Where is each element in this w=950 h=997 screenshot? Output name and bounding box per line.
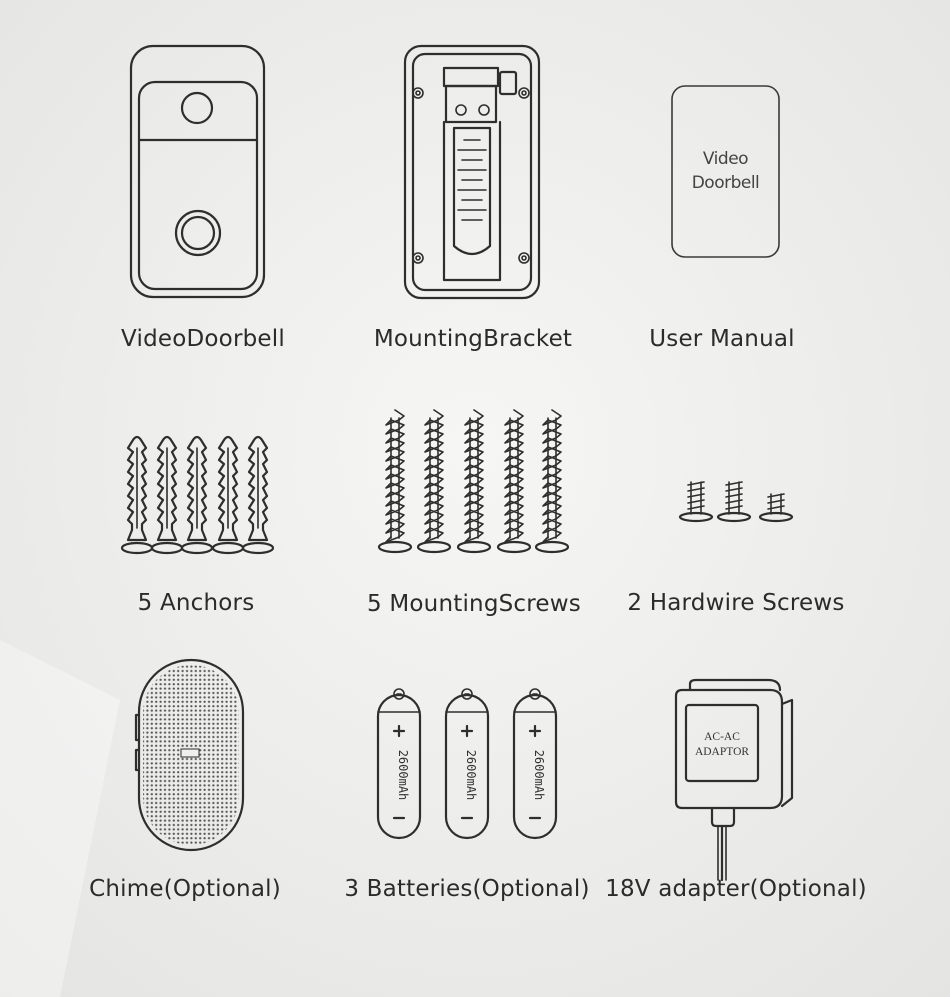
user-manual-icon: [671, 85, 780, 258]
label-adapter: 18V adapter(Optional): [605, 876, 867, 902]
battery-capacity-text: 2600mAh: [532, 749, 546, 801]
battery-capacity-text: 2600mAh: [464, 749, 478, 801]
manual-title-line1: Video: [702, 149, 749, 169]
manual-title-line2: Doorbell: [691, 173, 760, 193]
adapter-text-line2: ADAPTOR: [694, 746, 750, 758]
adapter-text-line1: AC-AC: [704, 731, 740, 743]
user-manual-item: [671, 85, 780, 258]
label-user-manual: User Manual: [649, 326, 795, 352]
label-anchors: 5 Anchors: [137, 590, 255, 616]
label-chime: Chime(Optional): [89, 876, 281, 902]
label-video-doorbell: VideoDoorbell: [121, 326, 285, 352]
battery-capacity-text: 2600mAh: [396, 749, 410, 801]
label-hardwire-screws: 2 Hardwire Screws: [627, 590, 845, 616]
label-mounting-bracket: MountingBracket: [373, 326, 573, 352]
label-mounting-screws: 5 MountingScrews: [367, 591, 581, 617]
label-batteries: 3 Batteries(Optional): [344, 876, 590, 902]
